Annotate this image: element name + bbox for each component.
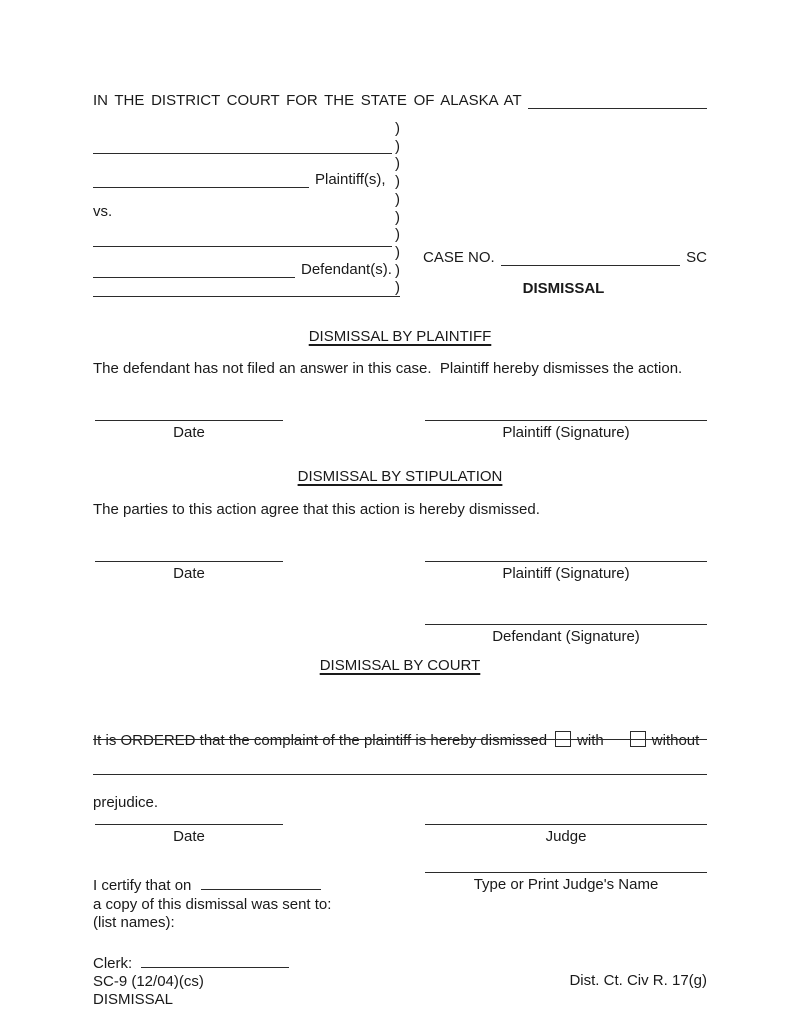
section-stipulation-body: The parties to this action agree that this action is hereby dismissed.: [93, 501, 540, 518]
caption-paren-column: [395, 120, 400, 297]
judge-label: Judge: [545, 828, 587, 845]
section-stipulation-heading-wrap: [93, 468, 707, 485]
stipulation-defendant-signature-label: Defendant (Signature): [492, 628, 640, 645]
court-date-label: Date: [173, 828, 205, 845]
paren-glyph: ): [395, 190, 400, 208]
court-order-line-2: prejudice.: [93, 793, 159, 811]
court-order-text: It is ORDERED that the complaint of the plaintiff is hereby dismissed: [93, 732, 548, 749]
section-stipulation-heading: DISMISSAL BY STIPULATION: [297, 468, 503, 485]
paren-glyph: ): [395, 261, 400, 279]
court-date-field[interactable]: [95, 824, 283, 825]
court-header-text: IN THE DISTRICT COURT FOR THE STATE OF ALASKA AT: [93, 92, 522, 109]
paren-glyph: ): [395, 137, 400, 155]
paren-glyph: ): [395, 173, 400, 191]
certify-prefix: I certify that on: [93, 877, 192, 894]
paren-glyph: ): [395, 208, 400, 226]
certify-date-field[interactable]: [201, 876, 321, 890]
clerk-row: [93, 954, 289, 972]
versus-label: vs.: [93, 203, 113, 220]
plaintiff-section-signature-label: Plaintiff (Signature): [502, 424, 630, 441]
court-header-row: [93, 92, 707, 109]
rule-reference: Dist. Ct. Civ R. 17(g): [569, 972, 707, 989]
stipulation-date-field[interactable]: [95, 561, 283, 562]
stipulation-defendant-signature-field[interactable]: [425, 624, 707, 625]
plaintiff-section-date-field[interactable]: [95, 420, 283, 421]
plaintiff-name-field-1[interactable]: [93, 153, 392, 154]
defendant-name-field-2[interactable]: [93, 277, 295, 278]
judge-signature-field[interactable]: [425, 824, 707, 825]
certify-line-2: a copy of this dismissal was sent to:: [93, 896, 332, 913]
section-court-heading-wrap: [93, 657, 707, 674]
case-number-label: CASE NO.: [423, 249, 495, 266]
judge-name-label: Type or Print Judge's Name: [473, 876, 659, 893]
paren-glyph: ): [395, 120, 400, 137]
judge-name-field[interactable]: [425, 872, 707, 873]
paren-glyph: ): [395, 226, 400, 244]
court-location-field[interactable]: [528, 94, 707, 109]
stipulation-date-label: Date: [173, 565, 205, 582]
form-name-footer: DISMISSAL: [93, 991, 174, 1008]
certify-line-3: (list names):: [93, 914, 175, 931]
certify-line-1: [93, 876, 321, 894]
court-order-blank-line-1[interactable]: [93, 739, 707, 740]
section-court-heading: DISMISSAL BY COURT: [319, 657, 481, 674]
case-number-field[interactable]: [501, 251, 680, 266]
section-plaintiff-heading-wrap: [93, 328, 707, 345]
defendant-name-field-1[interactable]: [93, 246, 392, 247]
paren-glyph: ): [395, 155, 400, 173]
plaintiff-section-signature-field[interactable]: [425, 420, 707, 421]
defendant-name-field-3[interactable]: [93, 296, 400, 297]
plaintiff-caption-label: Plaintiff(s),: [315, 171, 386, 188]
plaintiff-section-date-label: Date: [173, 424, 205, 441]
form-title: DISMISSAL: [522, 280, 605, 297]
section-plaintiff-body: The defendant has not filed an answer in this case. Plaintiff hereby dismisses the action.: [93, 360, 683, 377]
stipulation-plaintiff-signature-field[interactable]: [425, 561, 707, 562]
clerk-signature-field[interactable]: [141, 954, 289, 968]
court-order-line-1: [93, 731, 713, 752]
case-number-row: [423, 249, 707, 266]
with-label: with: [577, 732, 604, 749]
without-label: without: [651, 732, 700, 749]
clerk-label: Clerk:: [93, 955, 133, 972]
paren-glyph: ): [395, 243, 400, 261]
form-number: SC-9 (12/04)(cs): [93, 973, 204, 990]
paren-glyph: ): [395, 279, 400, 297]
section-plaintiff-heading: DISMISSAL BY PLAINTIFF: [308, 328, 492, 345]
court-order-blank-line-2[interactable]: [93, 774, 707, 775]
case-number-suffix: SC: [686, 249, 707, 266]
stipulation-plaintiff-signature-label: Plaintiff (Signature): [502, 565, 630, 582]
plaintiff-name-field-2[interactable]: [93, 187, 309, 188]
defendant-caption-label: Defendant(s).: [301, 261, 392, 278]
